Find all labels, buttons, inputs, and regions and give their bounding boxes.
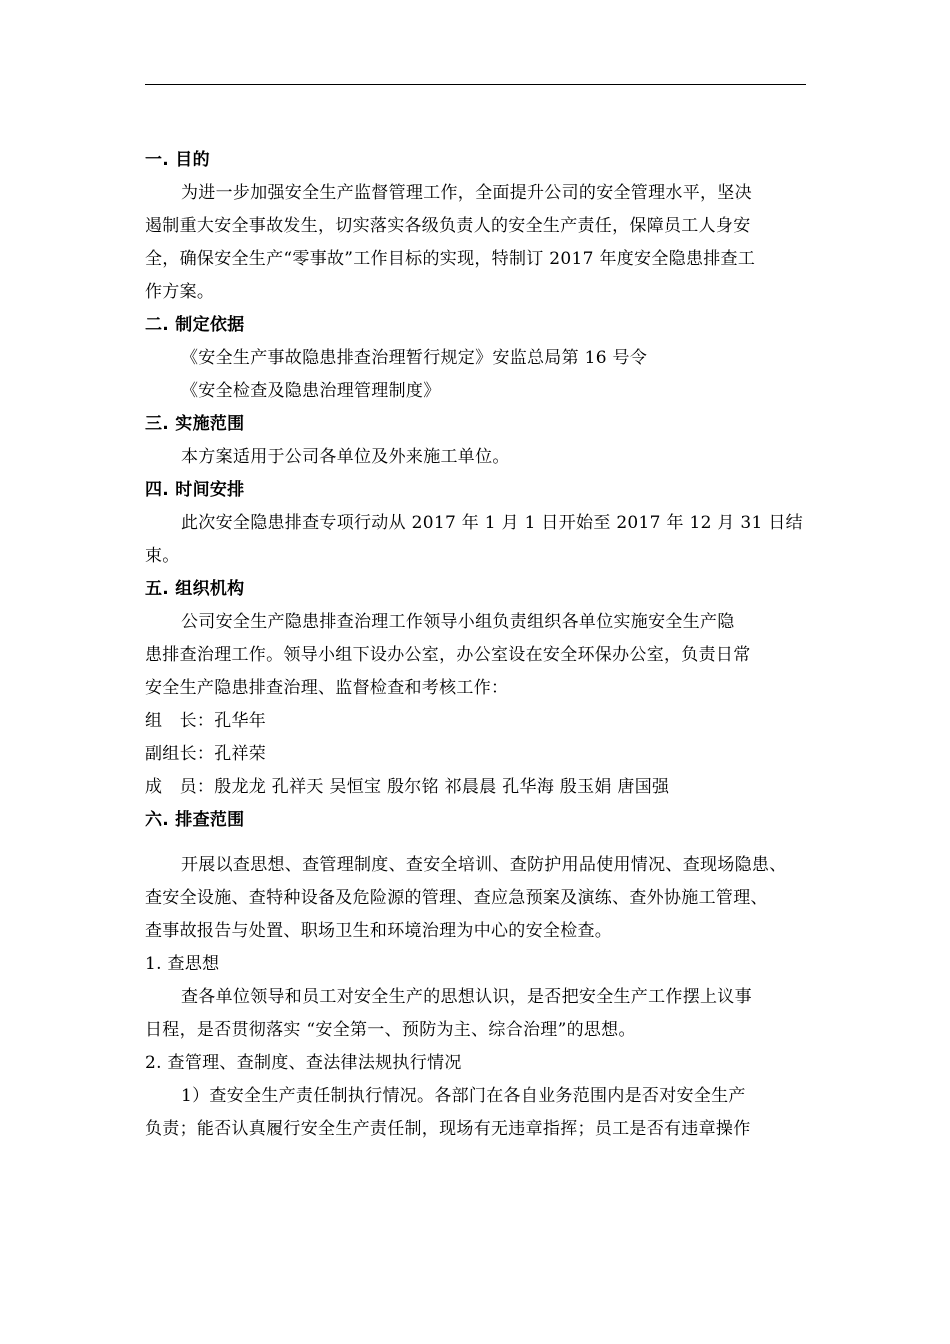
section-4-paragraph-line: 束。 — [145, 546, 180, 566]
section-6-paragraph-line: 开展以查思想、查管理制度、查安全培训、查防护用品使用情况、查现场隐患、 — [181, 855, 787, 875]
section-5-paragraph-line: 患排查治理工作。领导小组下设办公室，办公室设在安全环保办公室，负责日常 — [145, 645, 751, 665]
team-leader: 组 长：孔华年 — [145, 711, 267, 731]
section-4-paragraph-line: 此次安全隐患排查专项行动从 2017 年 1 月 1 日开始至 2017 年 12 月 31 日结 — [181, 513, 803, 533]
section-1-paragraph-line: 遏制重大安全事故发生，切实落实各级负责人的安全生产责任，保障员工人身安 — [145, 216, 751, 236]
section-5-paragraph-line: 安全生产隐患排查治理、监督检查和考核工作： — [145, 678, 509, 698]
subsection-2-paragraph-line: 负责；能否认真履行安全生产责任制，现场有无违章指挥；员工是否有违章操作 — [145, 1119, 751, 1139]
section-1-paragraph-line: 为进一步加强安全生产监督管理工作，全面提升公司的安全管理水平，坚决 — [181, 183, 752, 203]
section-5-paragraph-line: 公司安全生产隐患排查治理工作领导小组负责组织各单位实施安全生产隐 — [181, 612, 735, 632]
section-1-paragraph-line: 作方案。 — [145, 282, 215, 302]
section-6-paragraph-line: 查安全设施、查特种设备及危险源的管理、查应急预案及演练、查外协施工管理、 — [145, 888, 768, 908]
header-rule — [145, 84, 806, 85]
section-1-paragraph-line: 全，确保安全生产“零事故”工作目标的实现，特制订 2017 年度安全隐患排查工 — [145, 249, 756, 269]
subsection-1-paragraph-line: 查各单位领导和员工对安全生产的思想认识，是否把安全生产工作摆上议事 — [181, 987, 752, 1007]
document-body — [145, 144, 835, 1146]
section-6-title: 六. 排查范围 — [145, 810, 245, 830]
subsection-1-title: 1. 查思想 — [145, 954, 220, 974]
subsection-2-title: 2. 查管理、查制度、查法律法规执行情况 — [145, 1053, 462, 1073]
section-1-title: 一. 目的 — [145, 150, 210, 170]
section-3-paragraph: 本方案适用于公司各单位及外来施工单位。 — [181, 447, 510, 467]
section-2-item: 《安全生产事故隐患排查治理暂行规定》安监总局第 16 号令 — [181, 348, 648, 368]
team-deputy-leader: 副组长：孔祥荣 — [145, 744, 267, 764]
subsection-2-paragraph-line: 1）查安全生产责任制执行情况。各部门在各自业务范围内是否对安全生产 — [181, 1086, 746, 1106]
section-2-title: 二. 制定依据 — [145, 315, 245, 335]
section-4-title: 四. 时间安排 — [145, 480, 245, 500]
section-5-title: 五. 组织机构 — [145, 579, 245, 599]
section-2-item: 《安全检查及隐患治理管理制度》 — [181, 381, 441, 401]
section-3-title: 三. 实施范围 — [145, 414, 245, 434]
section-6-paragraph-line: 查事故报告与处置、职场卫生和环境治理为中心的安全检查。 — [145, 921, 613, 941]
subsection-1-paragraph-line: 日程，是否贯彻落实 “安全第一、预防为主、综合治理”的思想。 — [145, 1020, 636, 1040]
team-members: 成 员：殷龙龙 孔祥天 吴恒宝 殷尔铭 祁晨晨 孔华海 殷玉娟 唐国强 — [145, 777, 670, 797]
